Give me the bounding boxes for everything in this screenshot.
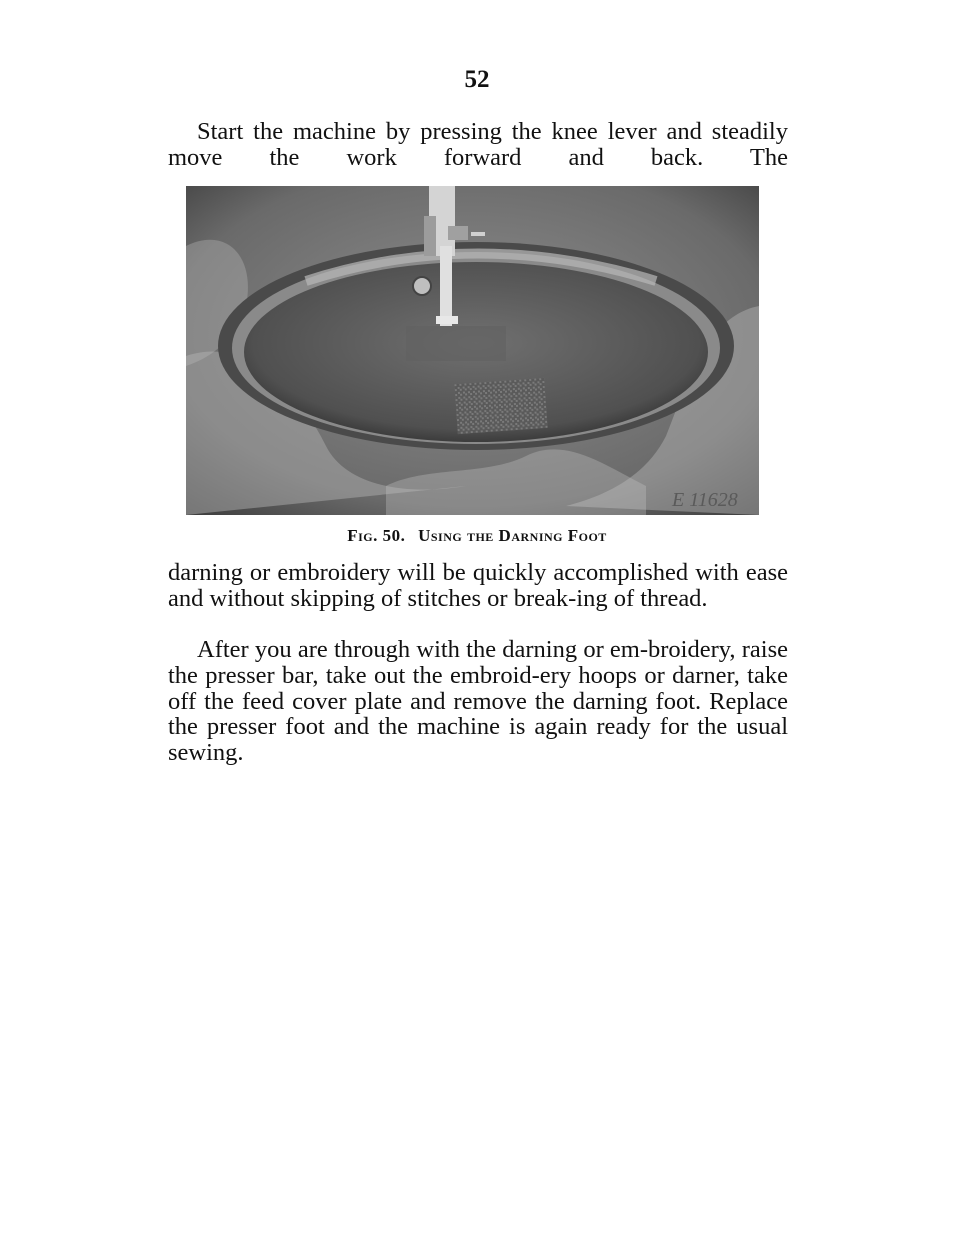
darning-photo-illustration — [186, 186, 759, 515]
paragraph-intro: Start the machine by pressing the knee lever and steadily move the work forward and back. The — [168, 118, 788, 171]
figure-title: Using the Darning Foot — [418, 526, 607, 545]
figure-caption — [0, 526, 954, 546]
figure-darning-photo — [186, 186, 759, 515]
figure-label: Fig. 50. — [347, 526, 406, 545]
plate-number: E 11628 — [672, 489, 738, 511]
paragraph-after-darning: After you are through with the darning or em-broidery, raise the presser bar, take out the embroid-ery hoops or darner, take off the feed cover plate and remove the darning foot. Replace the presser foot and the machine is again ready for the usual sewing. — [168, 636, 788, 767]
page-number: 52 — [464, 66, 490, 93]
paragraph-continuation: darning or embroidery will be quickly accomplished with ease and without skipping of stitches or break-ing of thread. — [168, 559, 788, 612]
